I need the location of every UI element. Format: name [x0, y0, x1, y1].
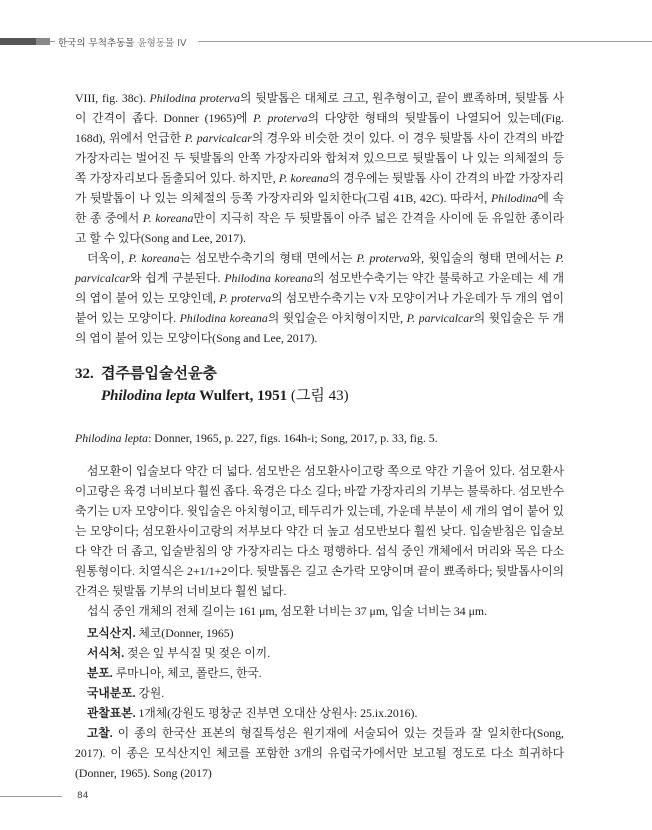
text-run: P. proterva — [219, 291, 272, 305]
text-run: 의 윗입술은 아치형이지만, — [267, 311, 407, 325]
record-domestic-distribution: 국내분포. 강원. — [87, 686, 165, 700]
text-run: Philodina proterva — [149, 91, 241, 105]
running-header — [58, 35, 187, 49]
text-run: Philodina lepta — [75, 431, 149, 445]
description-text — [75, 461, 564, 621]
record-type-locality: 모식산지. 체코(Donner, 1965) — [87, 626, 234, 640]
text-run: P. koreana — [278, 171, 329, 185]
text-run: 의 경우와 비슷한 것이 있다. 이 경우 뒷발톱 사이 간격의 바깥 가장자리는 벌어진 두 뒷발톱의 안쪽 가장자리와 합쳐져 있으므로 뒷발톱이 나 있는 의체절의 등 쪽 가장자리보다 돌출되어 있다. 하지만, — [75, 131, 564, 185]
text-run: P. parvicalcar — [184, 131, 252, 145]
species-korean-name: 겹주름입술선윤충 — [101, 366, 217, 382]
text-run: P. proterva — [356, 251, 410, 265]
text-run: 만이 지극히 작은 두 뒷발톱이 아주 넓은 간격을 사이에 둔 유일한 종이라고 할 수 있다(Song and Lee, 2017). — [75, 211, 564, 245]
text-run: VIII, fig. 38c). — [75, 91, 150, 105]
record-specimens: 관찰표본. 1개체(강원도 평창군 진부면 오대산 상원사: 25.ix.2016). — [87, 706, 418, 720]
text-run: 의 경우에는 뒷발톱 사이 간격의 바깥 가장자리가 뒷발톱이 나 있는 의체절의 등쪽 가장자리와 일치한다(그림 41B, 42C). 따라서, — [75, 171, 564, 205]
text-run: Philodina — [490, 191, 538, 205]
text-run: 는 섬모반수축기의 형태 면에서는 — [179, 251, 357, 265]
text-run: 에 속한 종 중에서 — [75, 191, 565, 225]
species-heading — [75, 363, 564, 407]
text-run: 더욱이, — [87, 251, 129, 265]
text-run: P. koreana — [128, 251, 180, 265]
text-run: P. parvicalcar — [75, 251, 564, 285]
intro-paragraph-1 — [75, 88, 564, 248]
text-run: 와 쉽게 구분된다. — [130, 271, 225, 285]
book-subtitle: 윤형동물 IV — [137, 38, 187, 49]
description-paragraph-1: 섬모환이 입술보다 약간 더 넓다. 섬모반은 섬모환사이고랑 쪽으로 약간 기울어 있다. 섬모환사이고랑은 육경 너비보다 훨씬 좁다. 육경은 다소 길다; 바깥 가장자리의 기부는 불룩하다. 섬모반수축기는 U자 모양이다. 윗입술은 아치형이고, 테두리가 있는데, 가운데 부분이 세 개의 엽이 붙어 있는 모양이다; 섬모환사이고랑의 저부보다 약간 더 높고 섬모반보다 훨씬 낮다. 입술받침은 입술보다 약간 더 좁고, 입술받침의 양 가장자리는 다소 평행하다. 섭식 중인 개체에서 머리와 목은 다소 원통형이다. 치열식은 2+1/1+2이다. 뒷발톱은 길고 손가락 모양이며 끝이 뾰족하다; 뒷발톱사이의 간격은 뒷발톱 기부의 너비보다 훨씬 넓다. — [75, 464, 565, 598]
text-run: 의 섬모반수축기는 V자 모양이거나 가운데가 두 개의 엽이 붙어 있는 모양이다. — [75, 291, 564, 325]
text-run: 의 윗입술은 두 개의 엽이 붙어 있는 모양이다(Song and Lee, 2017). — [75, 311, 565, 345]
description-paragraph-2: 섭식 중인 개체의 전체 길이는 161 μm, 섬모환 너비는 37 μm, 입술 너비는 34 μm. — [87, 604, 488, 618]
text-run: Philodina koreana — [224, 271, 313, 285]
species-number: 32. — [75, 366, 94, 382]
text-run: P. proterva — [253, 111, 308, 125]
header-rule-left — [50, 41, 55, 42]
records-list — [75, 623, 564, 783]
synonymy-line — [75, 428, 564, 448]
text-run: Philodina koreana — [179, 311, 268, 325]
species-scientific-name: Philodina lepta — [101, 388, 196, 404]
book-title: 한국의 무척추동물 — [58, 38, 135, 49]
record-habitat: 서식처. 젖은 잎 부식질 및 젖은 이끼. — [87, 646, 271, 660]
header-rule-right — [198, 41, 652, 42]
intro-text — [75, 88, 564, 348]
text-run: P. koreana — [142, 211, 194, 225]
text-run: 의 다양한 형태의 뒷발톱이 나열되어 있는데(Fig. 168d), 위에서 언급한 — [75, 111, 564, 145]
text-run: 의 뒷발톱은 대체로 크고, 원추형이고, 끝이 뾰족하며, 뒷발톱 사이 간격이 좁다. Donner (1965)에 — [75, 91, 564, 125]
text-run: 와, 윗입술의 형태 면에서는 — [409, 251, 556, 265]
header-bar-dark — [0, 38, 36, 45]
text-run: : Donner, 1965, p. 227, figs. 164h-i; Song, 2017, p. 33, fig. 5. — [148, 431, 438, 445]
text-run: P. parvicalcar — [406, 311, 474, 325]
intro-paragraph-2 — [75, 248, 564, 348]
page-number: 84 — [77, 791, 89, 801]
record-remarks: 고찰. 이 종의 한국산 표본의 형질특성은 원기재에 서술되어 있는 것들과 잘 일치한다(Song, 2017). 이 종은 모식산지인 체코를 포함한 3개의 유럽국가에서만 보고될 정도로 다소 희귀하다(Donner, 1965). Song (2017) — [75, 726, 564, 780]
header-bar-mid — [36, 38, 50, 45]
species-figure-ref: (그림 43) — [290, 388, 349, 404]
footer-rule — [0, 796, 62, 797]
species-authority: Wulfert, 1951 — [199, 388, 288, 404]
text-run: 의 섬모반수축기는 약간 불룩하고 가운데는 세 개의 엽이 붙어 있는 모양인데, — [75, 271, 564, 305]
record-distribution: 분포. 루마니아, 체코, 폴란드, 한국. — [87, 666, 262, 680]
